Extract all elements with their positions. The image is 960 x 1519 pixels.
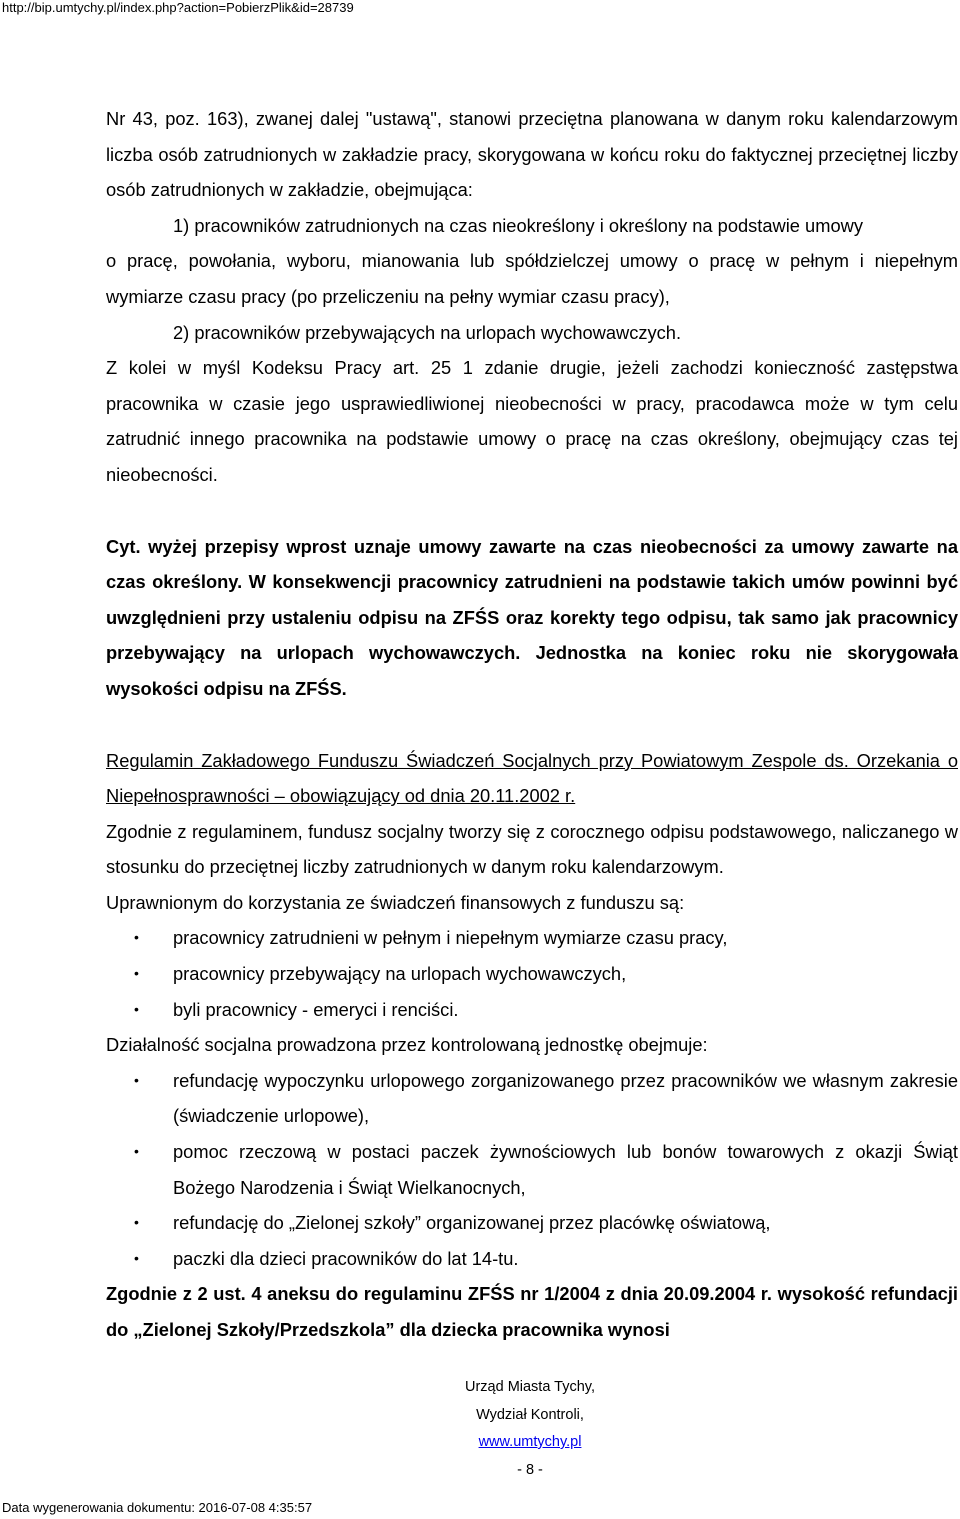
page-footer bbox=[0, 1374, 960, 1484]
section-heading-regulamin: Regulamin Zakładowego Funduszu Świadczeń Socjalnych przy Powiatowym Zespole ds. Orzekania o Niepełnosprawności – obowiązujący od dnia 20.11.2002 r. bbox=[106, 749, 958, 807]
list-item: • pomoc rzeczową w postaci paczek żywnościowych lub bonów towarowych z okazji Świąt Bożego Narodzenia i Świąt Wielkanocnych, bbox=[106, 1134, 958, 1205]
footer-department: Wydział Kontroli, bbox=[476, 1406, 584, 1423]
paragraph-dzialalnosc: Działalność socjalna prowadzona przez kontrolowaną jednostkę obejmuje: bbox=[106, 1034, 708, 1056]
source-url: http://bip.umtychy.pl/index.php?action=PobierzPlik&id=28739 bbox=[2, 0, 354, 15]
list-item: • refundację wypoczynku urlopowego zorganizowanego przez pracowników we własnym zakresie (świadczenie urlopowe), bbox=[106, 1063, 958, 1134]
paragraph-intro: Nr 43, poz. 163), zwanej dalej "ustawą", stanowi przeciętna planowana w danym roku kalendarzowym liczba osób zatrudnionych w zakładzie pracy, skorygowana w końcu roku do faktycznej przeciętnej liczby osób zatrudnionych w zakładzie, obejmująca: bbox=[106, 108, 958, 201]
list-item: • pracownicy przebywający na urlopach wychowawczych, bbox=[106, 956, 958, 992]
paragraph-kodeks: Z kolei w myśl Kodeksu Pracy art. 25 1 zdanie drugie, jeżeli zachodzi konieczność zastępstwa pracownika w czasie jego usprawiedliwionej nieobecności w pracy, pracodawca może w tym celu zatrudnić innego pracownika na podstawie umowy o pracę na czas określony, obejmujący czas tej nieobecności. bbox=[106, 357, 958, 485]
bullet-icon: • bbox=[134, 965, 139, 982]
bullet-icon: • bbox=[134, 1249, 139, 1266]
paragraph-conclusion: Cyt. wyżej przepisy wprost uznaje umowy zawarte na czas nieobecności za umowy zawarte na czas określony. W konsekwencji pracownicy zatrudnieni na podstawie takich umów powinni być uwzględnieni przy ustaleniu odpisu na ZFŚS oraz korekty tego odpisu, tak samo jak pracownicy przebywający na urlopach wychowawczych. Jednostka na koniec roku nie skorygowała wysokości odpisu na ZFŚS. bbox=[106, 535, 958, 699]
bullet-icon: • bbox=[134, 1071, 139, 1088]
bullet-icon: • bbox=[134, 1000, 139, 1017]
paragraph-uprawnieni: Uprawnionym do korzystania ze świadczeń finansowych z funduszu są: bbox=[106, 891, 685, 913]
list-item: • byli pracownicy - emeryci i renciści. bbox=[106, 992, 958, 1028]
paragraph-item-1-cont: o pracę, powołania, wyboru, mianowania lub spółdzielczej umowy o pracę w pełnym i niepełnym wymiarze czasu pracy (po przeliczeniu na pełny wymiar czasu pracy), bbox=[106, 250, 958, 307]
paragraph-item-1: 1) pracowników zatrudnionych na czas nieokreślony i określony na podstawie umowy bbox=[173, 214, 863, 236]
bullet-icon: • bbox=[134, 1143, 139, 1160]
bullet-icon: • bbox=[134, 1214, 139, 1231]
footer-website-link[interactable]: www.umtychy.pl bbox=[478, 1434, 582, 1450]
footer-office: Urząd Miasta Tychy, bbox=[464, 1379, 595, 1395]
document-body bbox=[106, 101, 958, 1348]
generation-timestamp: Data wygenerowania dokumentu: 2016-07-08 4:35:57 bbox=[2, 1500, 313, 1515]
list-uprawnieni bbox=[106, 920, 958, 1027]
list-item: • refundację do „Zielonej szkoły” organizowanej przez placówkę oświatową, bbox=[106, 1205, 958, 1241]
list-item: • pracownicy zatrudnieni w pełnym i niepełnym wymiarze czasu pracy, bbox=[106, 920, 958, 956]
list-dzialalnosc bbox=[106, 1063, 958, 1277]
bullet-icon: • bbox=[134, 929, 139, 946]
paragraph-regulamin: Zgodnie z regulaminem, fundusz socjalny tworzy się z corocznego odpisu podstawowego, naliczanego w stosunku do przeciętnej liczby zatrudnionych w danym roku kalendarzowym. bbox=[106, 820, 958, 878]
paragraph-aneks: Zgodnie z 2 ust. 4 aneksu do regulaminu ZFŚS nr 1/2004 z dnia 20.09.2004 r. wysokość refundacji do „Zielonej Szkoły/Przedszkola” dla dziecka pracownika wynosi bbox=[106, 1283, 958, 1340]
list-item: • paczki dla dzieci pracowników do lat 14-tu. bbox=[106, 1241, 958, 1277]
paragraph-item-2: 2) pracowników przebywających na urlopach wychowawczych. bbox=[173, 321, 682, 343]
page-number: - 8 - bbox=[517, 1461, 543, 1478]
